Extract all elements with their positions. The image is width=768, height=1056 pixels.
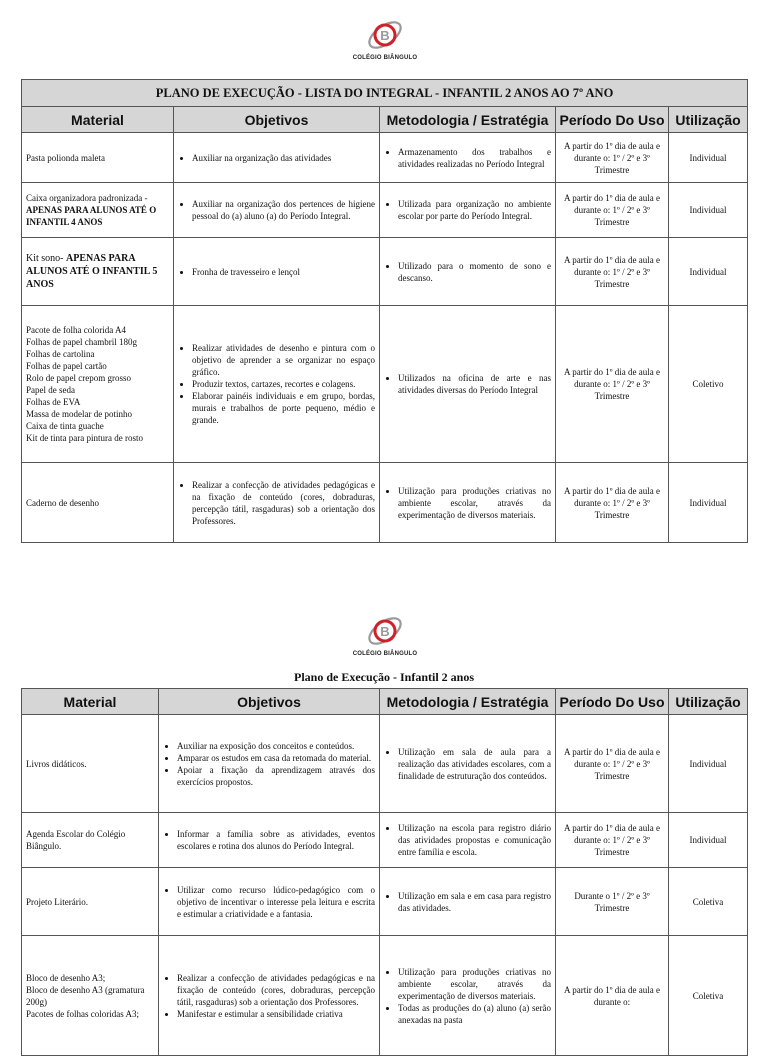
objetivos-cell: • Realizar a confecção de atividades pedagógicas e na fixação de conteúdo (cores, dobraduras, percepção tátil, rasgaduras) sob a orientação dos Professores. • Manifestar e estimular a sensibilidade criativa — [159, 936, 380, 1056]
logo-emblem-icon — [363, 16, 407, 54]
school-logo — [352, 16, 418, 61]
header-utilizacao: Utilização — [669, 107, 748, 133]
utilizacao-cell: Coletiva — [669, 936, 748, 1056]
periodo-cell: Durante o 1º / 2º e 3º Trimestre — [556, 868, 669, 936]
header-material: Material — [22, 689, 159, 715]
table-row — [22, 868, 748, 936]
objetivos-cell: • Auxiliar na organização das atividades — [174, 133, 380, 183]
material-cell: Pasta polionda maleta — [22, 133, 174, 183]
periodo-cell: A partir do 1º dia de aula e durante o: 1º / 2º e 3º Trimestre — [556, 133, 669, 183]
periodo-cell: A partir do 1º dia de aula e durante o: 1º / 2º e 3º Trimestre — [556, 238, 669, 306]
periodo-cell: A partir do 1º dia de aula e durante o: 1º / 2º e 3º Trimestre — [556, 463, 669, 543]
material-cell: Livros didáticos. — [22, 715, 159, 813]
table2-title: Plano de Execução - Infantil 2 anos — [293, 670, 474, 684]
metodologia-cell: • Utilizada para organização no ambiente escolar por parte do Período Integral. — [380, 183, 556, 238]
utilizacao-cell: Coletivo — [669, 306, 748, 463]
metodologia-cell: • Utilização na escola para registro diário das atividades propostas e comunicação entre família e escola. — [380, 813, 556, 868]
utilizacao-cell: Individual — [669, 463, 748, 543]
objetivos-cell: • Informar a família sobre as atividades, eventos escolares e rotina dos alunos do Período Integral. — [159, 813, 380, 868]
material-cell: Kit sono- APENAS PARA ALUNOS ATÉ O INFANTIL 5 ANOS — [22, 238, 174, 306]
objetivos-cell: • Auxiliar na organização dos pertences de higiene pessoal do (a) aluno (a) do Período Integral. — [174, 183, 380, 238]
utilizacao-cell: Coletiva — [669, 868, 748, 936]
periodo-cell: A partir do 1º dia de aula e durante o: 1º / 2º e 3º Trimestre — [556, 306, 669, 463]
metodologia-cell: • Armazenamento dos trabalhos e atividades realizadas no Período Integral — [380, 133, 556, 183]
utilizacao-cell: Individual — [669, 715, 748, 813]
material-cell: Bloco de desenho A3; Bloco de desenho A3 (gramatura 200g) Pacotes de folhas coloridas A3; — [22, 936, 159, 1056]
table-row — [22, 813, 748, 868]
header-metodologia: Metodologia / Estratégia — [380, 107, 556, 133]
header-material: Material — [22, 107, 174, 133]
material-cell: Pacote de folha colorida A4 Folhas de papel chambril 180g Folhas de cartolina Folhas de papel cartão Rolo de papel crepom grosso Papel de seda Folhas de EVA Massa de modelar de potinho Caixa de tinta guache Kit de tinta para pintura de rosto — [22, 306, 174, 463]
utilizacao-cell: Individual — [669, 813, 748, 868]
material-cell: Projeto Literário. — [22, 868, 159, 936]
header-objetivos: Objetivos — [159, 689, 380, 715]
periodo-cell: A partir do 1º dia de aula e durante o: 1º / 2º e 3º Trimestre — [556, 183, 669, 238]
school-logo — [352, 612, 418, 657]
material-cell: Agenda Escolar do Colégio Biângulo. — [22, 813, 159, 868]
header-periodo: Período Do Uso — [556, 107, 669, 133]
logo-text: COLÉGIO BIÂNGULO — [352, 651, 418, 657]
utilizacao-cell: Individual — [669, 133, 748, 183]
table-row — [22, 463, 748, 543]
utilizacao-cell: Individual — [669, 238, 748, 306]
table-infantil-2-anos — [21, 688, 748, 1056]
objetivos-cell: • Fronha de travesseiro e lençol — [174, 238, 380, 306]
logo-text: COLÉGIO BIÂNGULO — [352, 55, 418, 61]
material-cell: Caixa organizadora padronizada - APENAS PARA ALUNOS ATÉ O INFANTIL 4 ANOS — [22, 183, 174, 238]
objetivos-cell: • Realizar a confecção de atividades pedagógicas e na fixação de conteúdo (cores, dobraduras, percepção tátil, rasgaduras) sob a orientação dos Professores. — [174, 463, 380, 543]
table-row — [22, 183, 748, 238]
objetivos-cell: • Utilizar como recurso lúdico-pedagógico com o objetivo de incentivar o interesse pela leitura e escrita e estimular a criatividade e a fantasia. — [159, 868, 380, 936]
table-integral — [21, 79, 748, 543]
metodologia-cell: • Utilização para produções criativas no ambiente escolar, através da experimentação de diversos materiais. — [380, 463, 556, 543]
table1-title: PLANO DE EXECUÇÃO - LISTA DO INTEGRAL - INFANTIL 2 ANOS AO 7º ANO — [22, 80, 748, 107]
objetivos-cell: • Realizar atividades de desenho e pintura com o objetivo de aprender a se organizar no espaço gráfico. • Produzir textos, cartazes, recortes e colagens. • Elaborar painéis individuais e em grupo, bordas, murais e trabalhos de porte pequeno, médio e grande. — [174, 306, 380, 463]
periodo-cell: A partir do 1º dia de aula e durante o: — [556, 936, 669, 1056]
table-row — [22, 238, 748, 306]
svg-text:B: B — [380, 624, 390, 639]
header-objetivos: Objetivos — [174, 107, 380, 133]
table-row — [22, 133, 748, 183]
header-metodologia: Metodologia / Estratégia — [380, 689, 556, 715]
periodo-cell: A partir do 1º dia de aula e durante o: 1º / 2º e 3º Trimestre — [556, 715, 669, 813]
objetivos-cell: • Auxiliar na exposição dos conceitos e conteúdos. • Amparar os estudos em casa da retomada do material. • Apoiar a fixação da aprendizagem através dos exercícios propostos. — [159, 715, 380, 813]
header-periodo: Período Do Uso — [556, 689, 669, 715]
metodologia-cell: • Utilizado para o momento de sono e descanso. — [380, 238, 556, 306]
svg-text:B: B — [380, 28, 390, 43]
header-utilizacao: Utilização — [669, 689, 748, 715]
table-row — [22, 715, 748, 813]
logo-emblem-icon — [363, 612, 407, 650]
table-row — [22, 936, 748, 1056]
utilizacao-cell: Individual — [669, 183, 748, 238]
material-cell: Caderno de desenho — [22, 463, 174, 543]
table-row — [22, 306, 748, 463]
metodologia-cell: • Utilização para produções criativas no ambiente escolar, através da experimentação de diversos materiais. • Todas as produções do (a) aluno (a) serão anexadas na pasta — [380, 936, 556, 1056]
periodo-cell: A partir do 1º dia de aula e durante o: 1º / 2º e 3º Trimestre — [556, 813, 669, 868]
metodologia-cell: • Utilização em sala e em casa para registro das atividades. — [380, 868, 556, 936]
metodologia-cell: • Utilizados na oficina de arte e nas atividades diversas do Período Integral — [380, 306, 556, 463]
metodologia-cell: • Utilização em sala de aula para a realização das atividades escolares, com a finalidade de estruturação dos conteúdos. — [380, 715, 556, 813]
